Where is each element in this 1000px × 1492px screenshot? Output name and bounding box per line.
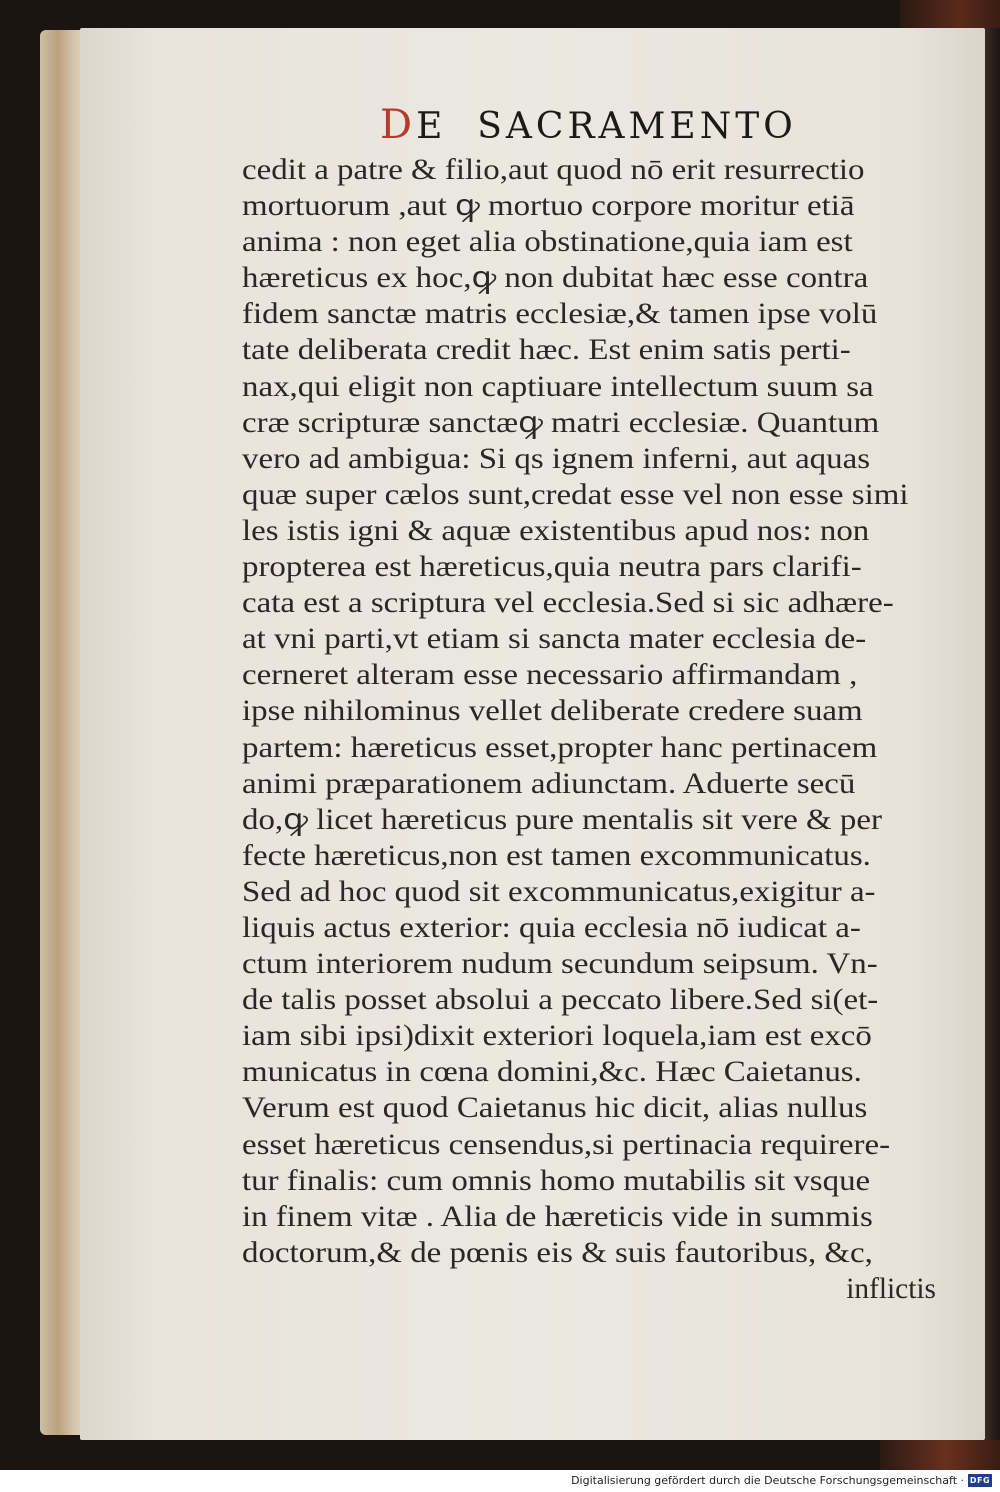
text-line: at vni parti,vt etiam si sancta mater ecclesia de- xyxy=(242,623,867,656)
text-line: ctum interiorem nudum secundum seipsum. Vn- xyxy=(242,948,878,981)
dfg-logo-icon: DFG xyxy=(969,1476,991,1485)
binding-leather-top xyxy=(900,0,1000,30)
text-line: cerneret alteram esse necessario affirmandam , xyxy=(242,659,858,692)
binding-leather-bottom xyxy=(880,1440,1000,1470)
text-line: iam sibi ipsi)dixit exteriori loquela,iam est excō xyxy=(242,1020,872,1053)
text-line: tate deliberata credit hæc. Est enim satis perti- xyxy=(242,334,851,367)
text-line: animi præparationem adiunctam. Aduerte secū xyxy=(242,767,856,800)
text-line: inflictis xyxy=(846,1272,936,1305)
text-line: fecte hæreticus,non est tamen excommunicatus. xyxy=(242,839,871,872)
text-line: hæreticus ex hoc,ꝙ non dubitat hæc esse contra xyxy=(242,262,869,295)
text-line: Verum est quod Caietanus hic dicit, alias nullus xyxy=(242,1092,868,1125)
text-line: nax,qui eligit non captiuare intellectum suum sa xyxy=(242,370,874,403)
text-line: les istis igni & aquæ existentibus apud nos: non xyxy=(242,514,870,547)
text-line: cata est a scriptura vel ecclesia.Sed si sic adhære- xyxy=(242,587,894,620)
text-line: cræ scripturæ sanctæꝙ matri ecclesiæ. Quantum xyxy=(242,406,880,439)
running-head-text: E SACRAMENTO xyxy=(416,106,797,147)
text-line: do,ꝙ licet hæreticus pure mentalis sit vere & per xyxy=(242,803,882,836)
text-line: municatus in cœna domini,&c. Hæc Caietanus. xyxy=(242,1056,862,1089)
text-line: cedit a patre & filio,aut quod nō erit resurrectio xyxy=(242,154,865,186)
running-head xyxy=(380,102,840,150)
text-line: in finem vitæ . Alia de hæreticis vide in summis xyxy=(242,1200,873,1233)
running-head-initial: D xyxy=(380,102,417,148)
text-line: partem: hæreticus esset,propter hanc pertinacem xyxy=(242,731,878,764)
text-line: Sed ad hoc quod sit excommunicatus,exigitur a- xyxy=(242,875,876,908)
text-line: vero ad ambigua: Si qs ignem inferni, aut aquas xyxy=(242,442,871,475)
text-line: esset hæreticus censendus,si pertinacia requirere- xyxy=(242,1128,891,1161)
text-line: ipse nihilominus vellet deliberate credere suam xyxy=(242,695,863,728)
funding-credit: Digitalisierung gefördert durch die Deutsche Forschungsgemeinschaft · xyxy=(571,1474,964,1487)
text-line: tur finalis: cum omnis homo mutabilis sit vsque xyxy=(242,1164,871,1197)
text-line: doctorum,& de pœnis eis & suis fautoribus, &c, xyxy=(242,1236,873,1269)
text-line: mortuorum ,aut ꝙ mortuo corpore moritur etiā xyxy=(242,190,855,223)
text-line: propterea est hæreticus,quia neutra pars clarifi- xyxy=(242,551,862,584)
text-line: quæ super cælos sunt,credat esse vel non esse simi xyxy=(242,478,909,511)
body-text xyxy=(242,152,958,1307)
text-line: de talis posset absolui a peccato libere.Sed si(et- xyxy=(242,984,879,1017)
text-line: fidem sanctæ matris ecclesiæ,& tamen ipse volū xyxy=(242,298,878,331)
gutter-shadow xyxy=(985,28,1000,1440)
text-line: liquis actus exterior: quia ecclesia nō iudicat a- xyxy=(242,911,861,944)
text-line: anima : non eget alia obstinatione,quia iam est xyxy=(242,226,853,259)
